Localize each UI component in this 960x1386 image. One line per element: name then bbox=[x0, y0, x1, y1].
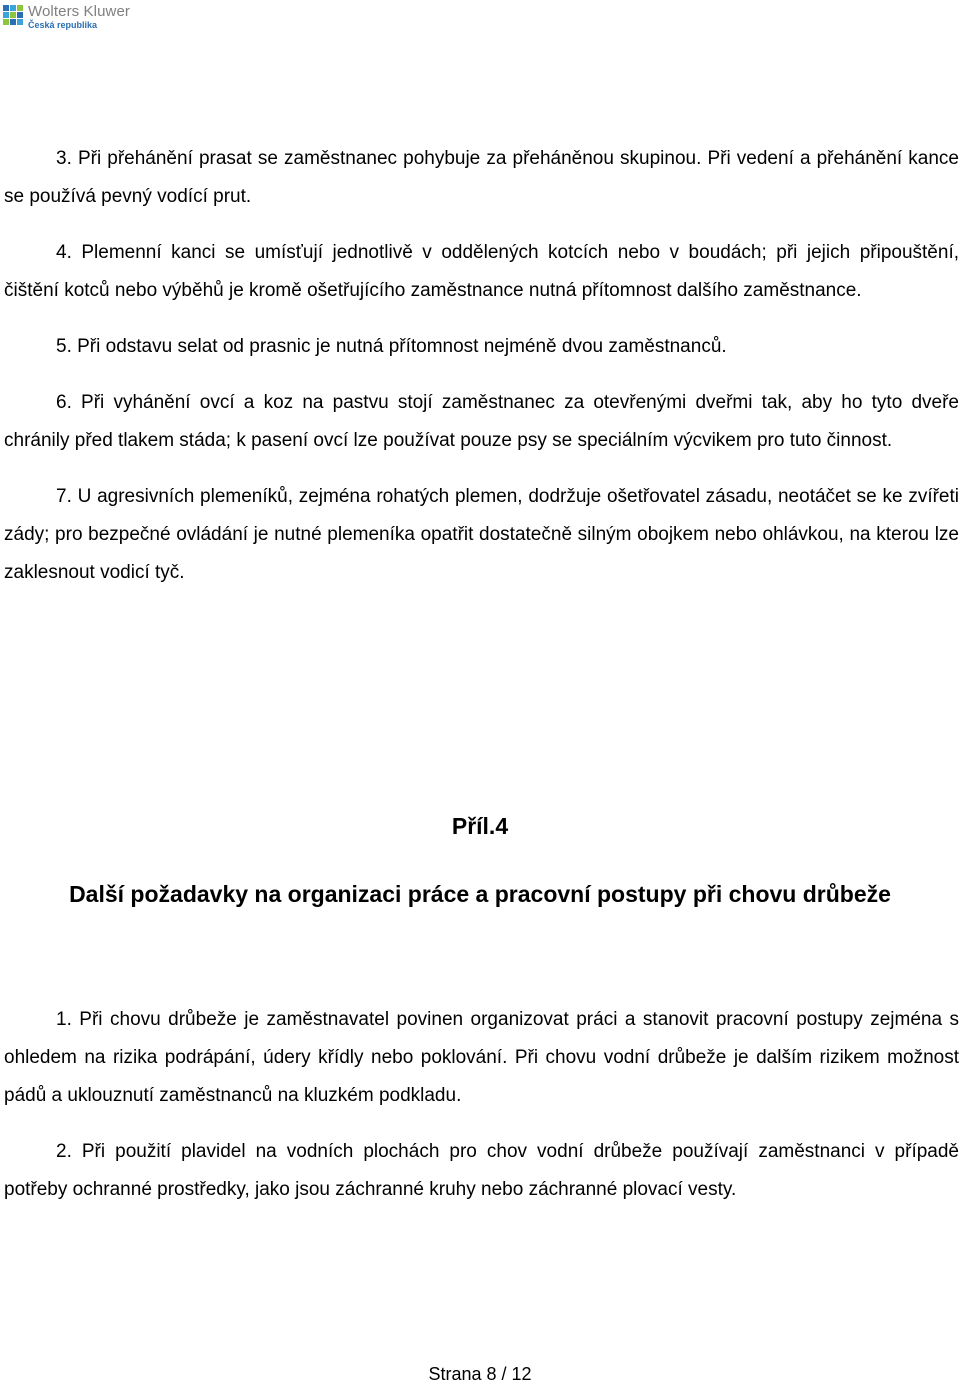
page-number: Strana 8 / 12 bbox=[428, 1364, 532, 1384]
paragraph-5: 5. Při odstavu selat od prasnic je nutná přítomnost nejméně dvou zaměstnanců. bbox=[56, 336, 727, 357]
annex-label: Příl.4 bbox=[451, 813, 509, 839]
paragraph-6: 6. Při vyhánění ovcí a koz na pastvu stojí zaměstnanec za otevřenými dveřmi tak, aby ho tyto dveře chránily před tlakem stáda; k pasení ovcí lze používat pouze psy se speciálním výcvikem pro tuto činnost. bbox=[4, 392, 959, 451]
logo-subtitle: Česká republika bbox=[28, 20, 98, 30]
annex-title: Další požadavky na organizaci práce a pracovní postupy při chovu drůbeže bbox=[69, 881, 891, 907]
paragraph-4: 4. Plemenní kanci se umísťují jednotlivě v oddělených kotcích nebo v boudách; při jejich připouštění, čištění kotců nebo výběhů je kromě ošetřujícího zaměstnance nutná přítomnost dalšího zaměstnance. bbox=[4, 242, 959, 301]
annex-paragraph-2: 2. Při použití plavidel na vodních plochách pro chov vodní drůbeže používají zaměstnanci v případě potřeby ochranné prostředky, jako jsou záchranné kruhy nebo záchranné plovací vesty. bbox=[4, 1141, 959, 1200]
section-1-body bbox=[4, 140, 959, 592]
publisher-logo bbox=[3, 4, 130, 30]
annex-paragraph-1: 1. Při chovu drůbeže je zaměstnavatel povinen organizovat práci a stanovit pracovní postupy zejména s ohledem na rizika podrápání, údery křídly nebo poklování. Při chovu vodní drůbeže je dalším rizikem možnost pádů a uklouznutí zaměstnanců na kluzkém podkladu. bbox=[4, 1009, 959, 1106]
logo-name: Wolters Kluwer bbox=[28, 3, 130, 20]
paragraph-3: 3. Při přehánění prasat se zaměstnanec pohybuje za přeháněnou skupinou. Při vedení a přehánění kance se používá pevný vodící prut. bbox=[4, 148, 959, 207]
wolters-kluwer-logo-icon bbox=[3, 5, 23, 25]
section-2-body bbox=[4, 1001, 959, 1209]
paragraph-7: 7. U agresivních plemeníků, zejména rohatých plemen, dodržuje ošetřovatel zásadu, neotáčet se ke zvířeti zády; pro bezpečné ovládání je nutné plemeníka opatřit dostatečně silným obojkem nebo ohlávkou, na kterou lze zaklesnout vodicí tyč. bbox=[4, 486, 959, 583]
